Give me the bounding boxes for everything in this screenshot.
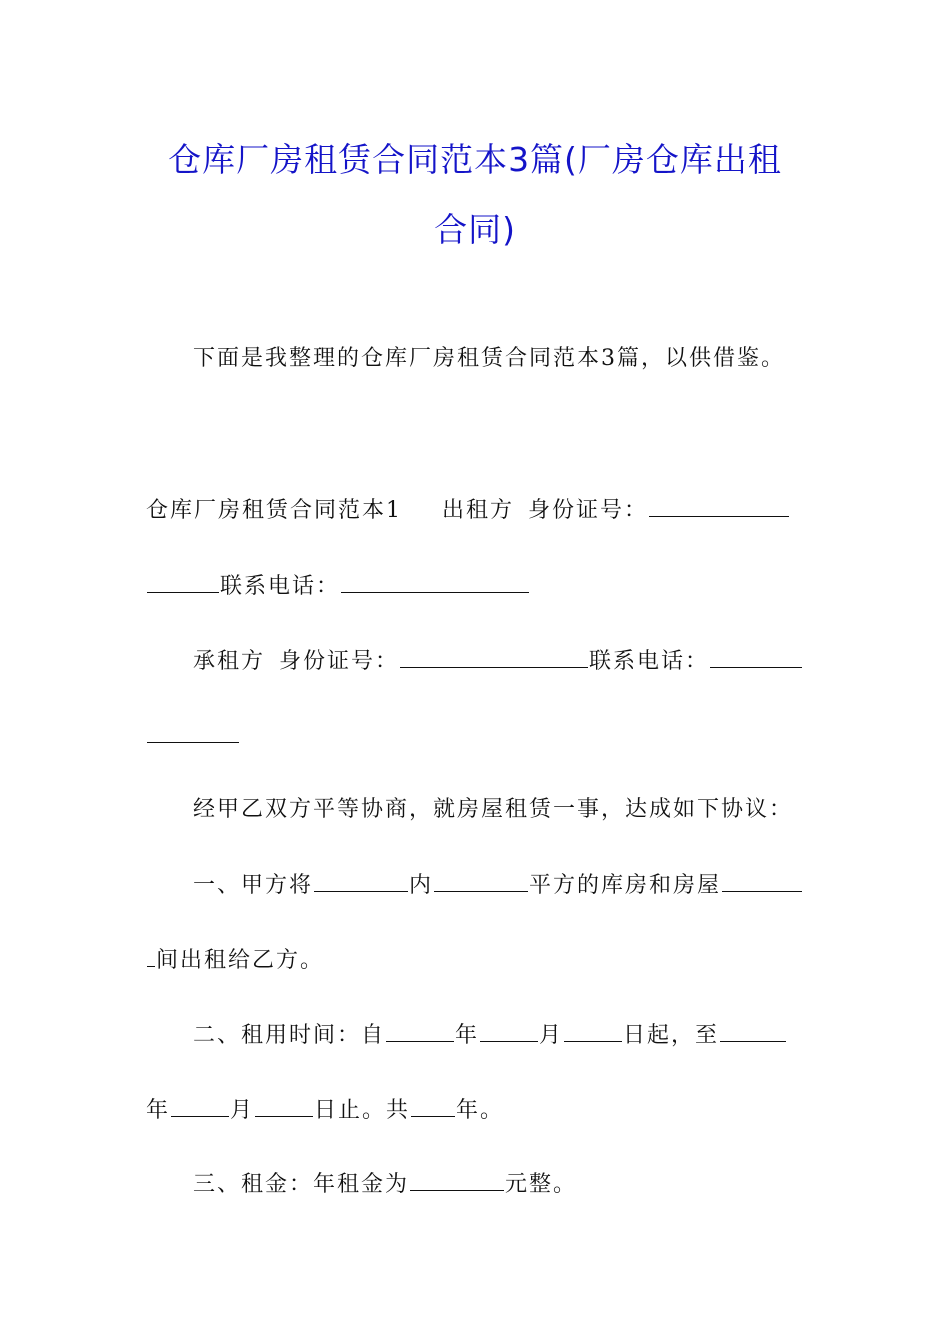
clause-2-month2-label: 月 — [230, 1098, 255, 1123]
clause-3-text-b: 元整。 — [505, 1172, 578, 1197]
lessee-id-blank — [400, 645, 588, 668]
clause-3-text-a: 三、租金：年租金为 — [193, 1172, 410, 1197]
lessor-phone-label: 联系电话： — [220, 574, 341, 599]
lessee-label: 承租方 — [193, 649, 266, 674]
lessee-phone-blank — [710, 645, 802, 668]
clause-2-blank-month-from — [480, 1019, 538, 1042]
section1-heading: 仓库厂房租赁合同范本1 — [146, 498, 402, 523]
lessee-line — [193, 645, 803, 677]
clause-1-blank-location — [314, 869, 408, 892]
clause-3-blank-rent — [410, 1168, 504, 1191]
clause-2-blank-day-to — [255, 1094, 313, 1117]
lessee-id-label: 身份证号： — [279, 649, 400, 674]
clause-1-text-b: 内 — [409, 873, 434, 898]
lessor-phone-blank — [341, 570, 529, 593]
clause-3-line — [193, 1168, 577, 1200]
clause-2-blank-day-from — [564, 1019, 622, 1042]
clause-2-day-from-label: 日起，至 — [623, 1023, 720, 1048]
clause-2-blank-month-to — [171, 1094, 229, 1117]
lessee-phone-blank-cont — [147, 720, 239, 743]
clause-1-text-d: 间出租给乙方。 — [156, 948, 325, 973]
lessor-phone-line — [146, 570, 530, 602]
clause-1-blank-area — [434, 869, 528, 892]
lessor-id-blank-cont — [147, 570, 219, 593]
lessee-phone-label: 联系电话： — [589, 649, 710, 674]
lessor-line — [146, 494, 790, 526]
lessor-id-label: 身份证号： — [528, 498, 649, 523]
clause-1-blank-rooms-cont — [147, 944, 155, 967]
clause-2-year-label: 年 — [455, 1023, 480, 1048]
clause-2-month-label: 月 — [539, 1023, 564, 1048]
document-title-line-2: 合同) — [434, 210, 516, 249]
clause-2-text-a: 二、租用时间：自 — [193, 1023, 386, 1048]
clause-1-text-c: 平方的库房和房屋 — [529, 873, 722, 898]
clause-2-year2-label: 年 — [146, 1098, 171, 1123]
clause-1-text-a: 一、甲方将 — [193, 873, 314, 898]
clause-1-line — [193, 869, 803, 901]
clause-2-blank-years-total — [411, 1094, 455, 1117]
intro-paragraph: 下面是我整理的仓库厂房租赁合同范本3篇，以供借鉴。 — [193, 346, 785, 371]
clause-2-blank-year-from — [386, 1019, 454, 1042]
clause-2-years-end-label: 年。 — [456, 1098, 505, 1123]
clause-2-cont-line — [146, 1094, 504, 1126]
clause-2-blank-year-to — [720, 1019, 786, 1042]
document-title-line-1: 仓库厂房租赁合同范本3篇(厂房仓库出租 — [168, 140, 782, 179]
clause-1-cont-line — [146, 944, 324, 976]
lessee-phone-cont-line — [146, 720, 240, 752]
clause-2-line — [193, 1019, 787, 1051]
clause-2-day-to-label: 日止。共 — [314, 1098, 411, 1123]
clause-1-blank-rooms — [722, 869, 802, 892]
lessor-label: 出租方 — [442, 498, 515, 523]
lessor-id-blank — [649, 494, 789, 517]
agreement-intro: 经甲乙双方平等协商，就房屋租赁一事，达成如下协议： — [193, 797, 794, 822]
